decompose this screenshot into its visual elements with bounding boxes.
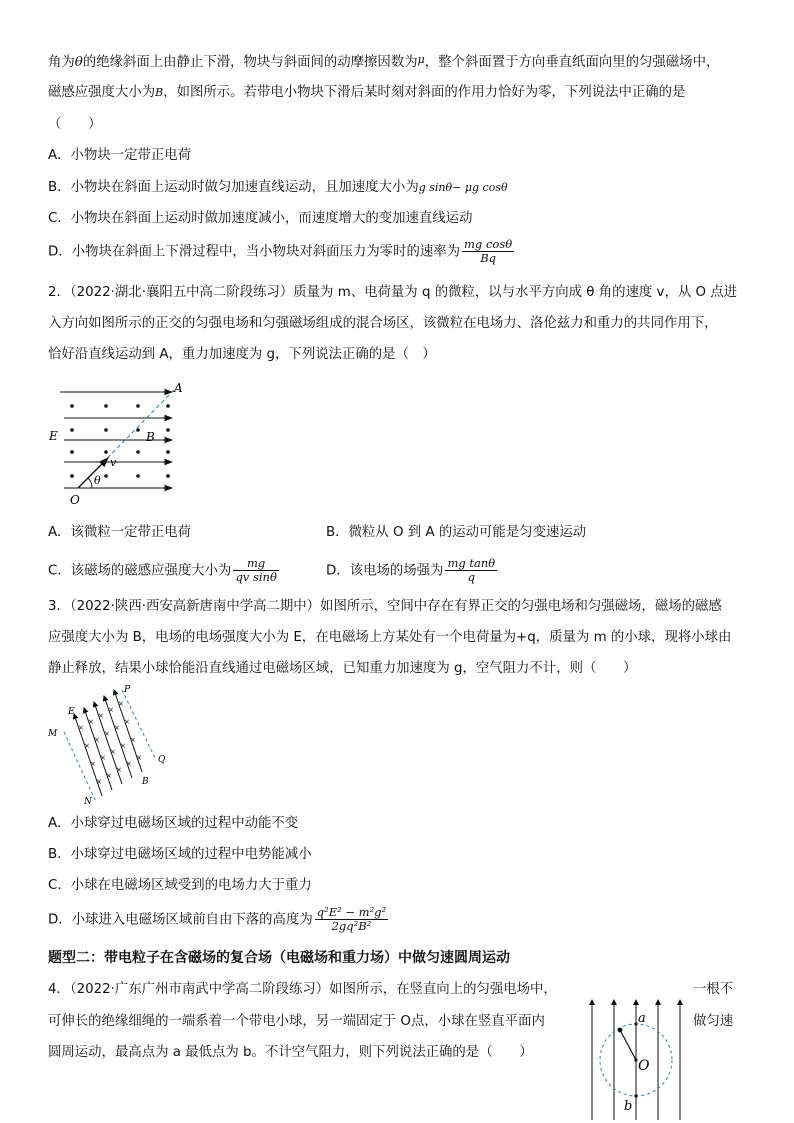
q3-stem-line1: 3．（2022·陕西·西安高新唐南中学高二期中）如图所示，空间中存在有界正交的匀强电场和匀强磁场，磁场的磁感 bbox=[48, 599, 722, 614]
q4-figure bbox=[582, 996, 690, 1120]
svg-text:×: × bbox=[118, 700, 124, 708]
q4-stem-line2-right: 做匀速 bbox=[693, 1014, 734, 1029]
svg-text:×: × bbox=[116, 766, 122, 774]
q3-label-n: N bbox=[84, 797, 92, 806]
svg-text:×: × bbox=[104, 730, 110, 738]
svg-text:×: × bbox=[94, 736, 100, 744]
q3-label-b: B bbox=[142, 777, 149, 787]
q3-stem-line2: 应强度大小为 B，电场的电场强度大小为 E，在电磁场上方某处有一个电荷量为+q，质量为 m 的小球，现将小球由 bbox=[48, 630, 732, 645]
q2-label-v: v bbox=[110, 456, 117, 469]
svg-text:×: × bbox=[108, 706, 114, 714]
svg-text:×: × bbox=[90, 760, 96, 768]
q2-stem-line2: 入方向如图所示的正交的匀强电场和匀强磁场组成的混合场区，该微粒在电场力、洛伦兹力和重力的共同作用下， bbox=[48, 316, 718, 331]
q2-label-e: E bbox=[49, 429, 58, 443]
q3-label-q: Q bbox=[158, 755, 166, 765]
q3-option-d: D．小球进入电磁场区域前自由下落的高度为 $\frac{\text{q²E² − m²g²}}{\text{2gq²B²}}$ bbox=[48, 905, 387, 933]
q2-stem-line1: 2．（2022·湖北·襄阳五中高二阶段练习）质量为 m、电荷量为 q 的微粒，以与水平方向成 θ 角的速度 v，从 O 点进 bbox=[48, 285, 738, 300]
svg-text:×: × bbox=[88, 718, 94, 726]
svg-text:×: × bbox=[136, 754, 142, 762]
q2-stem-line3: 恰好沿直线运动到 A，重力加速度为 g，下列说法正确的是（ ） bbox=[48, 347, 436, 362]
svg-text:×: × bbox=[96, 778, 102, 786]
q2-label-a: A bbox=[174, 381, 183, 395]
q2-option-c: C．该磁场的磁感应强度大小为 $\frac{mg}{\text{qv sinθ}}$ bbox=[48, 556, 277, 584]
q1-option-a: A．小物块一定带正电荷 bbox=[48, 148, 192, 163]
q1-answer-blank: （ ） bbox=[48, 117, 102, 132]
section-heading: 题型二：带电粒子在含磁场的复合场（电磁场和重力场）中做匀速圆周运动 bbox=[48, 950, 510, 966]
q4-label-o: O bbox=[638, 1058, 650, 1074]
q2-option-b: B．微粒从 O 到 A 的运动可能是匀变速运动 bbox=[326, 525, 587, 540]
q2-option-c-fraction: $\frac{mg}{\text{qv sinθ}}$ bbox=[235, 556, 277, 584]
q3-option-d-fraction: $\frac{\text{q²E² − m²g²}}{\text{2gq²B²}}$ bbox=[316, 905, 387, 933]
q1-option-c: C．小物块在斜面上运动时做加速度减小，而速度增大的变加速直线运动 bbox=[48, 211, 473, 226]
q3-label-m: M bbox=[48, 729, 58, 739]
q1-option-b: B．小物块在斜面上运动时做匀加速直线运动，且加速度大小为g sinθ− μg cosθ bbox=[48, 180, 508, 195]
q1-intro-line2: 磁感应强度大小为B，如图所示。若带电小物块下滑后某时刻对斜面的作用力恰好为零，下列说法中正确的是 bbox=[48, 85, 686, 100]
q3-label-e: E bbox=[68, 707, 75, 717]
q2-option-d-fraction: $\frac{\text{mg tanθ}}{q}$ bbox=[447, 556, 496, 584]
svg-text:×: × bbox=[78, 724, 84, 732]
q2-figure bbox=[46, 380, 196, 506]
q4-string bbox=[620, 1030, 636, 1060]
svg-text:×: × bbox=[106, 772, 112, 780]
svg-text:×: × bbox=[114, 724, 120, 732]
q2-label-theta: θ bbox=[94, 474, 101, 487]
svg-text:×: × bbox=[100, 754, 106, 762]
q4-stem-line1: 4．（2022·广东广州市南武中学高二阶段练习）如图所示，在竖直向上的匀强电场中， bbox=[48, 982, 557, 997]
svg-text:×: × bbox=[110, 748, 116, 756]
q2-option-d: D．该电场的场强为 $\frac{\text{mg tanθ}}{q}$ bbox=[326, 556, 496, 584]
q1-option-d-fraction: $\frac{\text{mg cosθ}}{Bq}$ bbox=[464, 237, 513, 265]
q4-stem-line1-right: 一根不 bbox=[693, 982, 734, 997]
svg-text:×: × bbox=[98, 712, 104, 720]
svg-text:×: × bbox=[130, 736, 136, 744]
q4-stem-line3: 圆周运动，最高点为 a 最低点为 b。不计空气阻力，则下列说法正确的是（ ） bbox=[48, 1045, 533, 1060]
svg-text:×: × bbox=[126, 760, 132, 768]
q3-label-p: P bbox=[124, 685, 131, 695]
q3-option-a: A．小球穿过电磁场区域的过程中动能不变 bbox=[48, 816, 299, 831]
q2-option-a: A．该微粒一定带正电荷 bbox=[48, 525, 192, 540]
q4-label-a: a bbox=[638, 1011, 646, 1026]
q1-option-d: D．小物块在斜面上下滑过程中，当小物块对斜面压力为零时的速率为 $\frac{\text{mg cosθ}}{Bq}$ bbox=[48, 237, 513, 265]
svg-text:×: × bbox=[84, 742, 90, 750]
q3-stem-line3: 静止释放，结果小球恰能沿直线通过电磁场区域，已知重力加速度为 g，空气阻力不计，则（ ） bbox=[48, 661, 637, 676]
q3-option-c: C．小球在电磁场区域受到的电场力大于重力 bbox=[48, 878, 312, 893]
q3-option-b: B．小球穿过电磁场区域的过程中电势能减小 bbox=[48, 847, 312, 862]
q4-ball bbox=[618, 1028, 623, 1033]
q2-label-o: O bbox=[70, 493, 80, 506]
svg-text:×: × bbox=[120, 742, 126, 750]
svg-text:×: × bbox=[124, 718, 130, 726]
q4-stem-line2: 可伸长的绝缘细绳的一端系着一个带电小球，另一端固定于 O点，小球在竖直平面内 bbox=[48, 1014, 545, 1029]
q3-figure bbox=[44, 684, 174, 806]
q2-label-b: B bbox=[146, 430, 155, 444]
q4-label-b: b bbox=[624, 1099, 633, 1114]
q1-intro-line1: 角为θ的绝缘斜面上由静止下滑，物块与斜面间的动摩擦因数为$^\mu$，整个斜面置于方向垂直纸面向里的匀强磁场中， bbox=[48, 53, 720, 70]
